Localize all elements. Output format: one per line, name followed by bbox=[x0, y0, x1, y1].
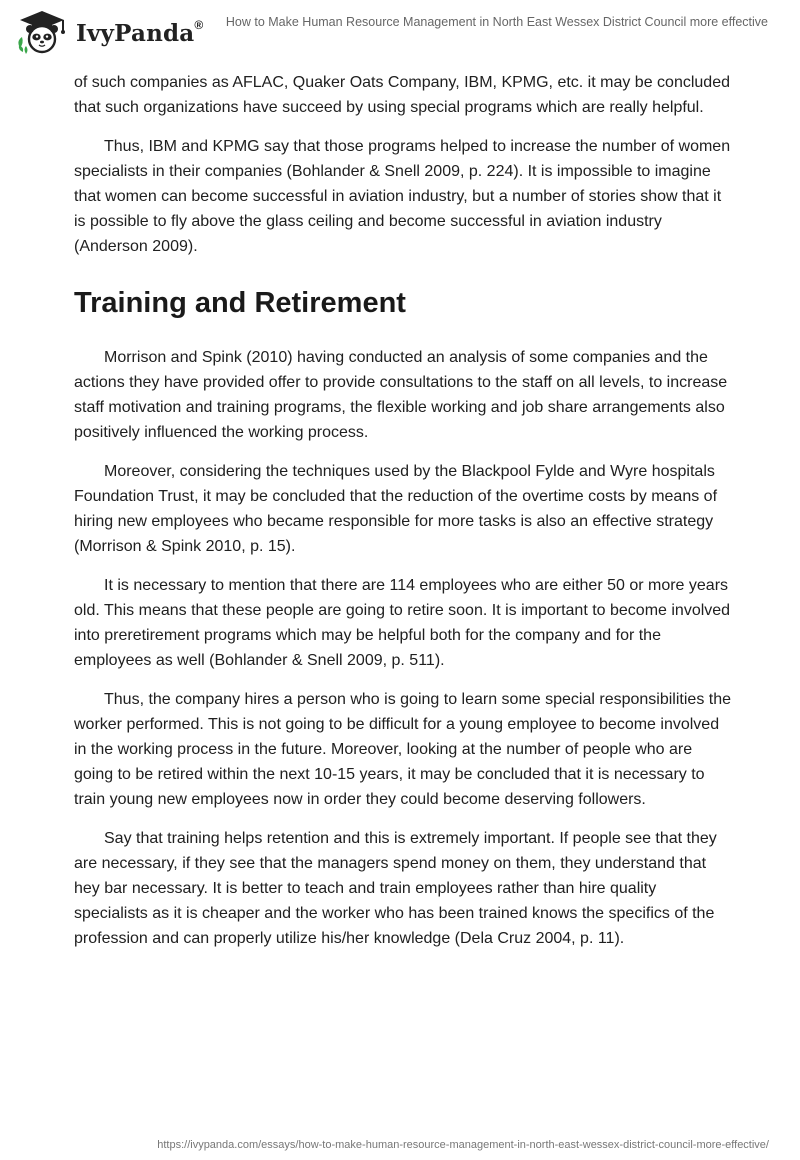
page-header bbox=[0, 0, 800, 60]
source-url[interactable]: https://ivypanda.com/essays/how-to-make-human-resource-management-in-north-east-wessex-district-council-more-effective/ bbox=[157, 1139, 769, 1151]
paragraph: It is necessary to mention that there are 114 employees who are either 50 or more years old. This means that these people are going to retire soon. It is important to become involved into preretirement programs which may be helpful both for the company and for the employees as well (Bohlander & Snell 2009, p. 511). bbox=[74, 577, 731, 669]
paragraph: Moreover, considering the techniques used by the Blackpool Fylde and Wyre hospitals Foundation Trust, it may be concluded that the reduction of the overtime costs by means of hiring new employees who became responsible for more tasks is also an effective strategy (Morrison & Spink 2010, p. 15). bbox=[74, 463, 718, 555]
brand-name: IvyPanda® bbox=[76, 17, 204, 47]
paragraph: Thus, IBM and KPMG say that those programs helped to increase the number of women specialists in their companies (Bohlander & Snell 2009, p. 224). It is impossible to imagine that women can become successful in aviation industry, but a number of stories show that it is possible to fly above the glass ceiling and become successful in aviation industry (Anderson 2009). bbox=[74, 138, 731, 255]
paragraph: of such companies as AFLAC, Quaker Oats Company, IBM, KPMG, etc. it may be concluded that such organizations have succeed by using special programs which are really helpful. bbox=[74, 74, 730, 116]
document-title: How to Make Human Resource Management in North East Wessex District Council more effective bbox=[225, 15, 768, 29]
panda-graduate-icon bbox=[14, 8, 70, 56]
paragraph: Say that training helps retention and this is extremely important. If people see that they are necessary, if they see that the managers spend money on them, they understand that hey bar necessary. It is better to teach and train employees rather than hire quality specialists as it is cheaper and the worker who has been trained knows the specifics of the profession and can properly utilize his/her knowledge (Dela Cruz 2004, p. 11). bbox=[74, 830, 717, 947]
essay-body bbox=[74, 70, 734, 965]
paragraph: Thus, the company hires a person who is going to learn some special responsibilities the worker performed. This is not going to be difficult for a young employee to become involved in the working process in the future. Moreover, looking at the number of people who are going to be retired within the next 10-15 years, it may be concluded that it is necessary to train young new employees now in order they could become deserving followers. bbox=[74, 691, 731, 808]
paragraph: Morrison and Spink (2010) having conducted an analysis of some companies and the actions they have provided offer to provide consultations to the staff on all levels, to increase staff motivation and training programs, the flexible working and job share arrangements also positively influenced the working process. bbox=[74, 349, 728, 441]
registered-mark: ® bbox=[194, 17, 204, 32]
ivypanda-logo[interactable] bbox=[14, 8, 203, 56]
section-heading: Training and Retirement bbox=[74, 287, 406, 319]
